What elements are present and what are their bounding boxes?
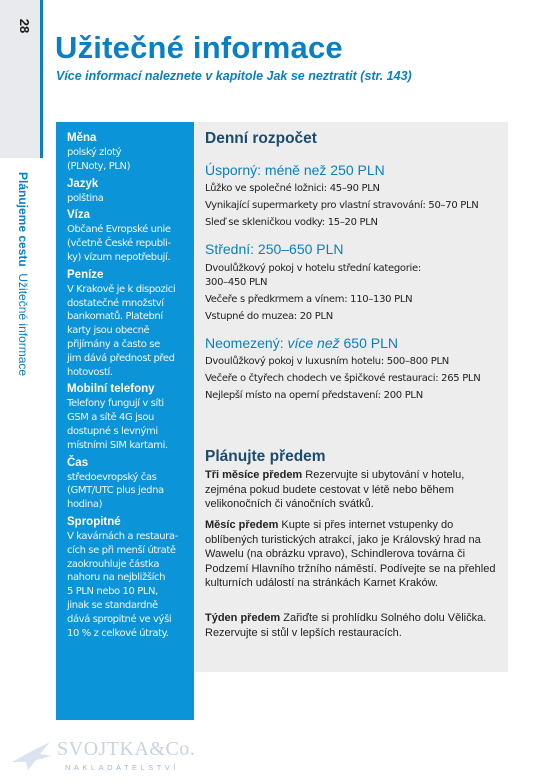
sidebar-text: místními SIM kartami. <box>67 439 168 451</box>
sidebar-text: (včetně České republi- <box>67 238 171 250</box>
plan-p1-text: Rezervujte si ubytování v hotelu, zejména pokud budete cestovat v létě nebo během velikonočních či vánočních svátků. <box>205 469 465 510</box>
sidebar-text: jim dává přednost před <box>67 352 175 364</box>
sidebar-text: (GMT/UTC plus jedna <box>67 485 164 497</box>
budget-mid-item: Dvoulůžkový pokoj v hotelu střední kategorie: <box>205 263 421 274</box>
budget-heading: Denní rozpočet <box>205 130 317 147</box>
sidebar-heading: Mobilní telefony <box>67 383 155 396</box>
sidebar-text: V Krakově je k dispozici <box>67 283 176 295</box>
sidebar-content <box>56 122 194 640</box>
sidebar-text: hotovostí. <box>67 366 113 378</box>
info-sidebar <box>56 122 194 720</box>
plan-paragraph-1 <box>205 468 505 512</box>
budget-high-prefix: Neomezený: <box>205 335 288 351</box>
sidebar-text: polský zlotý <box>67 147 122 158</box>
budget-high-label <box>205 335 398 351</box>
plan-p1-bold: Tři měsíce předem <box>205 469 303 481</box>
publisher-logo <box>10 738 210 778</box>
budget-high-item: Dvoulůžkový pokoj v luxusním hotelu: 500–800 PLN <box>205 356 449 367</box>
plan-p2-bold: Měsíc předem <box>205 519 279 531</box>
plan-paragraph-2 <box>205 518 505 591</box>
budget-low-item: Sleď se skleničkou vodky: 15–20 PLN <box>205 217 378 228</box>
budget-high-em: více než <box>287 335 340 351</box>
edge-label-normal: Užitečné informace <box>16 273 30 377</box>
plan-heading: Plánujte předem <box>205 448 326 465</box>
sidebar-text: hodina) <box>67 499 103 511</box>
sidebar-text: nahoru na nejbližších <box>67 572 166 584</box>
edge-label-bold: Plánujeme cestu <box>16 172 30 267</box>
sidebar-text: středoevropský čas <box>67 471 157 483</box>
sidebar-text: Občané Evropské unie <box>67 224 171 236</box>
sidebar-heading: Jazyk <box>67 177 99 190</box>
budget-mid-item: Večeře s předkrmem a vínem: 110–130 PLN <box>205 294 413 305</box>
budget-low-item: Vynikající supermarkety pro vlastní stravování: 50–70 PLN <box>205 200 479 211</box>
sidebar-text: ky) vízum nepotřebují. <box>67 251 171 263</box>
sidebar-text: Telefony fungují v síti <box>67 398 164 410</box>
budget-low-label: Úsporný: méně než 250 PLN <box>205 162 385 178</box>
page-title: Užitečné informace <box>55 30 343 65</box>
sidebar-text: dává spropitné ve výši <box>67 613 172 625</box>
plan-p3-text: Zařiďte si prohlídku Solného dolu Vělička. Rezervujte si stůl v lepších restauracích. <box>205 612 487 639</box>
budget-mid-item: 300–450 PLN <box>205 277 268 288</box>
sidebar-text: jinak se standardně <box>67 599 158 611</box>
budget-high-item: Nejlepší místo na operní představení: 200 PLN <box>205 390 423 401</box>
publisher-name: SVOJTKA&Co. <box>57 738 196 760</box>
sidebar-text: cích se při menší útratě <box>67 544 176 556</box>
sidebar-text: (PLNoty, PLN) <box>67 160 131 172</box>
plan-p3-bold: Týden předem <box>205 612 281 624</box>
sidebar-text: dostupné s levnými <box>67 425 158 437</box>
sidebar-heading: Peníze <box>67 268 104 281</box>
publisher-subtitle: NAKLADATELSTVÍ <box>65 763 179 772</box>
budget-high-suffix: 650 PLN <box>339 335 398 351</box>
sidebar-text: dostatečné množství <box>67 297 164 309</box>
sidebar-text: přijímány a často se <box>67 338 160 350</box>
budget-mid-item: Vstupné do muzea: 20 PLN <box>205 311 333 322</box>
sidebar-heading: Čas <box>67 456 89 469</box>
sidebar-heading: Víza <box>67 209 91 222</box>
sidebar-text: bankomatů. Platební <box>67 311 163 323</box>
budget-low-item: Lůžko ve společné ložnici: 45–90 PLN <box>205 183 380 194</box>
page-number: 28 <box>17 18 32 34</box>
edge-accent-bar <box>40 0 43 158</box>
bird-icon <box>10 738 54 772</box>
plan-p2-text: Kupte si přes internet vstupenky do oblíbených turistických atrakcí, jako je Královský hrad na Wawelu (na obrázku vpravo), Schindlerova továrna či Podzemí Hlavního tržního náměstí. Podívejte se na přehled kulturních událostí na stránkách Karnet Kraków. <box>205 519 496 589</box>
sidebar-text: 5 PLN nebo 10 PLN, <box>67 586 158 598</box>
sidebar-heading: Spropitné <box>67 515 121 528</box>
sidebar-text: polština <box>67 192 104 204</box>
sidebar-text: GSM a sítě 4G jsou <box>67 412 154 424</box>
sidebar-heading: Měna <box>67 132 97 144</box>
edge-section-label <box>16 172 30 532</box>
budget-high-item: Večeře o čtyřech chodech ve špičkové restauraci: 265 PLN <box>205 373 481 384</box>
sidebar-text: zaokrouhluje částka <box>67 558 160 570</box>
budget-mid-label: Střední: 250–650 PLN <box>205 241 344 257</box>
page-subtitle: Více informací naleznete v kapitole Jak se neztratit (str. 143) <box>56 69 412 83</box>
sidebar-text: 10 % z celkové útraty. <box>67 627 169 639</box>
plan-paragraph-3 <box>205 611 505 640</box>
sidebar-text: karty jsou obecně <box>67 325 150 337</box>
sidebar-text: V kavárnách a restaura- <box>67 530 178 542</box>
